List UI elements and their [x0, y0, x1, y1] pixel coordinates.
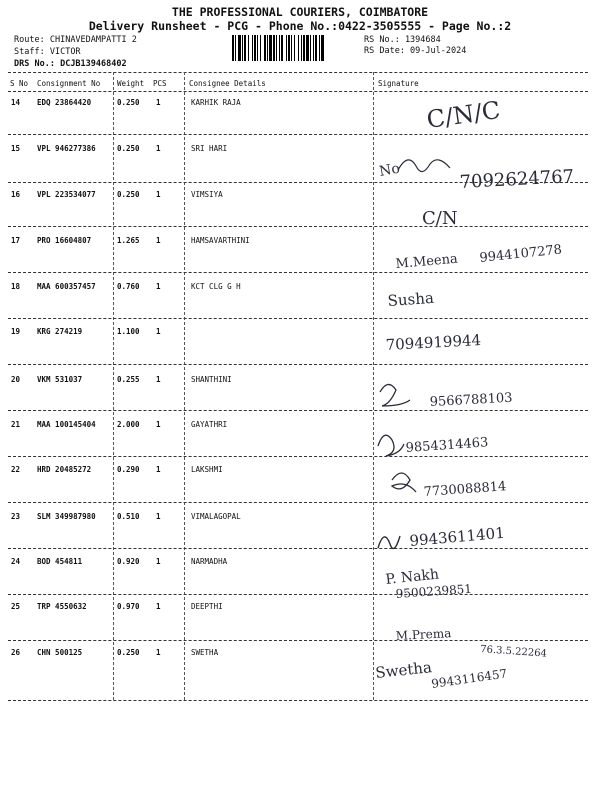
- staff-field: [14, 47, 81, 57]
- route-value: CHINAVEDAMPATTI 2: [49, 35, 137, 45]
- drs-field: [14, 59, 127, 69]
- row-sno: 24: [11, 557, 21, 566]
- row-consignee: LAKSHMI: [191, 465, 223, 474]
- row-pcs: 1: [156, 512, 161, 521]
- signature-row-14: [425, 96, 502, 134]
- row-weight: 2.000: [117, 420, 140, 429]
- row-consignment: PRO 16604807: [37, 236, 92, 245]
- row-pcs: 1: [156, 465, 161, 474]
- column-header-consignment: Consignment No: [37, 79, 101, 88]
- signature-scribble: [380, 384, 410, 406]
- row-pcs: 1: [156, 602, 161, 611]
- row-sno: 17: [11, 236, 21, 245]
- route-field: [14, 35, 137, 45]
- row-sno: 19: [11, 327, 21, 336]
- handwriting-no: No: [377, 160, 402, 180]
- signature-row-19: [385, 331, 481, 354]
- row-weight: 0.510: [117, 512, 140, 521]
- row-weight: 1.265: [117, 236, 140, 245]
- row-pcs: 1: [156, 190, 161, 199]
- row-consignee: SRI HARI: [191, 144, 228, 153]
- row-consignee: SWETHA: [191, 648, 219, 657]
- row-consignment: VPL 223534077: [37, 190, 96, 199]
- document-subtitle: Delivery Runsheet - PCG - Phone No.:0422-3505555 - Page No.:2: [88, 19, 512, 33]
- handwriting-name: Susha: [387, 288, 435, 310]
- handwriting-name: M.Prema: [395, 626, 452, 643]
- signature-row-22: [392, 473, 507, 500]
- handwriting-phone: 9944107278: [478, 242, 563, 266]
- signature-scribble: [378, 435, 404, 456]
- row-consignee: VIMSIYA: [191, 190, 223, 199]
- signature-row-15: [378, 160, 575, 193]
- drs-value: DCJB139468402: [60, 59, 127, 69]
- row-pcs: 1: [156, 327, 161, 336]
- barcode: [232, 35, 354, 61]
- row-consignment: VKM 531037: [37, 375, 83, 384]
- row-sno: 26: [11, 648, 21, 657]
- row-sno: 23: [11, 512, 21, 521]
- handwriting-name: P. Nakh: [384, 566, 440, 588]
- signature-row-16: [422, 208, 458, 229]
- row-weight: 0.250: [117, 648, 140, 657]
- row-consignment: KRG 274219: [37, 327, 83, 336]
- row-consignment: TRP 4550632: [37, 602, 87, 611]
- row-sno: 21: [11, 420, 21, 429]
- row-consignment: MAA 600357457: [37, 282, 96, 291]
- handwriting-phone: 7730088814: [423, 479, 507, 500]
- row-pcs: 1: [156, 420, 161, 429]
- row-consignee: DEEPTHI: [191, 602, 223, 611]
- column-header-pcs: PCS: [153, 79, 167, 88]
- row-sno: 22: [11, 465, 21, 474]
- row-consignment: MAA 100145404: [37, 420, 96, 429]
- row-consignment: VPL 946277386: [37, 144, 96, 153]
- handwriting-phone: 7094919944: [385, 331, 482, 354]
- row-consignment: EDQ 23864420: [37, 98, 92, 107]
- signature-scribble: [398, 160, 450, 172]
- handwriting-name: Swetha: [374, 658, 433, 682]
- column-divider: [113, 72, 114, 700]
- row-sno: 14: [11, 98, 21, 107]
- column-header-signature: Signature: [378, 79, 419, 88]
- row-weight: 0.250: [117, 190, 140, 199]
- row-weight: 0.250: [117, 98, 140, 107]
- signature-row-18: [370, 289, 434, 370]
- handwriting-name: M.Meena: [395, 251, 459, 272]
- handwriting-phone: 9566788103: [429, 390, 513, 410]
- row-consignee: HAMSAVARTHINI: [191, 236, 250, 245]
- row-pcs: 1: [156, 557, 161, 566]
- row-weight: 0.290: [117, 465, 140, 474]
- row-weight: 0.255: [117, 375, 140, 384]
- handwriting-phone: 7092624767: [459, 166, 575, 193]
- document-title: THE PROFESSIONAL COURIERS, COIMBATORE: [171, 5, 429, 19]
- row-consignee: NARMADHA: [191, 557, 228, 566]
- row-consignee: KCT CLG G H: [191, 282, 241, 291]
- row-consignment: CHN 500125: [37, 648, 83, 657]
- signature-row-21: [378, 435, 489, 456]
- handwriting-cn: C/N: [422, 208, 458, 229]
- signature-row-20: [380, 384, 513, 410]
- signature-row-24: [385, 566, 473, 601]
- handwriting-phone: 9943116457: [430, 666, 509, 691]
- row-consignment: BOD 454811: [37, 557, 83, 566]
- row-sno: 18: [11, 282, 21, 291]
- row-pcs: 1: [156, 236, 161, 245]
- signature-row-17: [395, 242, 563, 272]
- row-pcs: 1: [156, 282, 161, 291]
- row-consignee: SHANTHINI: [191, 375, 232, 384]
- drs-label: DRS No.:: [14, 59, 55, 69]
- signature-row-26: [375, 626, 548, 691]
- column-header-weight: Weight: [117, 79, 145, 88]
- column-header-sno: S No: [10, 79, 29, 88]
- row-pcs: 1: [156, 98, 161, 107]
- staff-label: Staff:: [14, 47, 45, 57]
- row-consignee: VIMALAGOPAL: [191, 512, 241, 521]
- row-consignee: GAYATHRI: [191, 420, 228, 429]
- handwriting-phone: 9500239851: [395, 581, 473, 601]
- rs-date: RS Date: 09-Jul-2024: [364, 46, 467, 56]
- staff-value: VICTOR: [49, 47, 81, 57]
- row-pcs: 1: [156, 648, 161, 657]
- row-sno: 25: [11, 602, 21, 611]
- column-divider: [184, 72, 185, 700]
- row-weight: 1.100: [117, 327, 140, 336]
- row-sno: 16: [11, 190, 21, 199]
- row-consignment: SLM 349987980: [37, 512, 96, 521]
- row-consignee: KARHIK RAJA: [191, 98, 241, 107]
- handwriting-phone: 76.3.5.22264: [479, 644, 548, 660]
- rs-number: RS No.: 1394684: [364, 35, 441, 45]
- row-weight: 0.970: [117, 602, 140, 611]
- signature-scribble: [378, 536, 400, 549]
- row-consignment: HRD 20485272: [37, 465, 92, 474]
- column-header-consignee: Consignee Details: [189, 79, 266, 88]
- route-label: Route:: [14, 35, 45, 45]
- handwriting-phone: 9854314463: [405, 435, 489, 456]
- handwriting-cnc: C/N/C: [424, 95, 503, 134]
- row-sno: 15: [11, 144, 21, 153]
- row-weight: 0.920: [117, 557, 140, 566]
- signature-scribble: [392, 473, 416, 492]
- row-sno: 20: [11, 375, 21, 384]
- row-weight: 0.760: [117, 282, 140, 291]
- row-pcs: 1: [156, 375, 161, 384]
- handwriting-phone: 9943611401: [408, 523, 506, 550]
- row-weight: 0.250: [117, 144, 140, 153]
- signature-column: [370, 0, 600, 800]
- signature-row-23: [378, 524, 505, 550]
- row-pcs: 1: [156, 144, 161, 153]
